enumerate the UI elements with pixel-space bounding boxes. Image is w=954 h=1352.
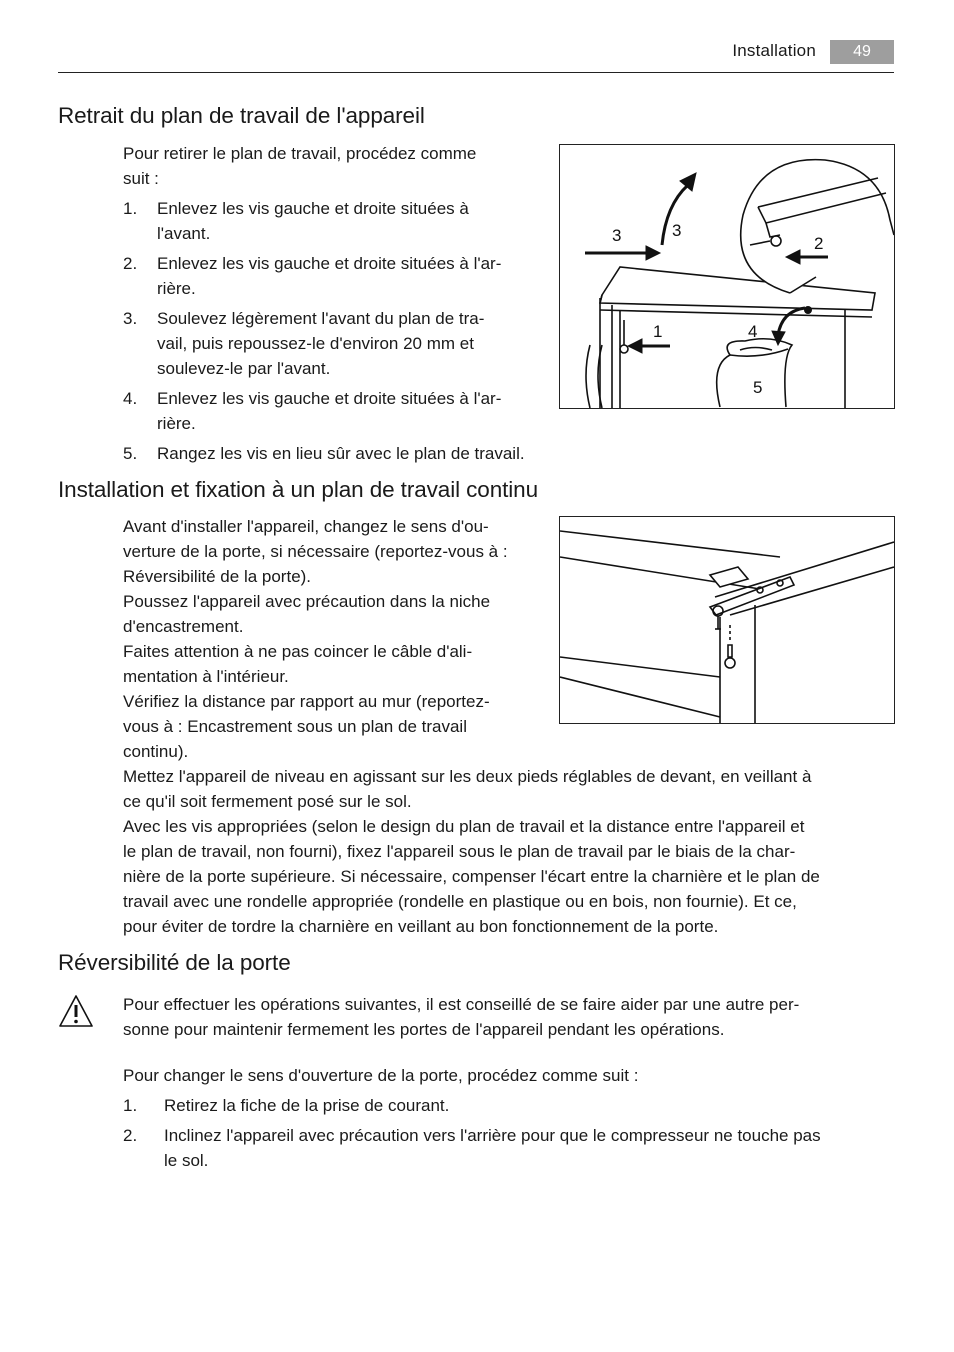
- text-line: continu).: [123, 742, 189, 761]
- step-line: rière.: [157, 279, 196, 298]
- hinge-fixing-illustration: [560, 517, 894, 723]
- list-item: [123, 441, 563, 466]
- header-section: Installation: [732, 41, 816, 60]
- step-number: 1.: [123, 199, 138, 218]
- figure-label: 5: [753, 378, 763, 397]
- door-reversal-steps: [123, 1093, 898, 1178]
- step-number: 3.: [123, 309, 138, 328]
- text-line: mentation à l'intérieur.: [123, 667, 289, 686]
- step-line: Soulevez légèrement l'avant du plan de tra-: [157, 309, 485, 328]
- step-line: Rangez les vis en lieu sûr avec le plan de travail.: [157, 444, 525, 463]
- list-item: [123, 386, 563, 436]
- text-line: sonne pour maintenir fermement les portes de l'appareil pendant les opérations.: [123, 1020, 725, 1039]
- page-number: 49: [830, 40, 894, 64]
- text-line: Mettez l'appareil de niveau en agissant sur les deux pieds réglables de devant, en veillant à: [123, 767, 812, 786]
- intro-line: Pour retirer le plan de travail, procédez comme: [123, 144, 477, 163]
- text-line: pour éviter de tordre la charnière en veillant au bon fonctionnement de la porte.: [123, 917, 719, 936]
- step-line: l'avant.: [157, 224, 211, 243]
- list-item: [123, 1093, 898, 1118]
- text-line: travail avec une rondelle appropriée (rondelle en plastique ou en bois, non fournie). Et ce,: [123, 892, 797, 911]
- text-line: vous à : Encastrement sous un plan de travail: [123, 717, 467, 736]
- text-line: nière de la porte supérieure. Si nécessaire, compenser l'écart entre la charnière et le plan de: [123, 867, 820, 886]
- text-line: Avec les vis appropriées (selon le design du plan de travail et la distance entre l'appareil et: [123, 817, 805, 836]
- step-line: Inclinez l'appareil avec précaution vers l'arrière pour que le compresseur ne touche pas: [164, 1126, 821, 1145]
- figure-label: 1: [653, 322, 663, 341]
- step-number: 4.: [123, 389, 138, 408]
- list-item: [123, 251, 563, 301]
- figure-label: 4: [748, 322, 758, 341]
- figure-hinge-fixing: [559, 516, 895, 724]
- page-header: [58, 38, 894, 73]
- installation-wide-text: [123, 764, 898, 939]
- removal-steps: [123, 196, 563, 471]
- installation-narrow-text: [123, 514, 553, 764]
- step-line: vail, puis repoussez-le d'environ 20 mm et: [157, 334, 474, 353]
- text-line: Poussez l'appareil avec précaution dans la niche: [123, 592, 491, 611]
- step-line: soulevez-le par l'avant.: [157, 359, 331, 378]
- text-line: verture de la porte, si nécessaire (reportez-vous à :: [123, 542, 508, 561]
- step-line: Enlevez les vis gauche et droite situées à l'ar-: [157, 389, 502, 408]
- list-item: [123, 1123, 898, 1173]
- step-number: 2.: [123, 254, 138, 273]
- list-item: [123, 306, 563, 381]
- intro-line: suit :: [123, 169, 159, 188]
- text-line: Vérifiez la distance par rapport au mur (reportez-: [123, 692, 490, 711]
- figure-label: 3: [612, 226, 622, 245]
- step-line: rière.: [157, 414, 196, 433]
- text-line: ce qu'il soit fermement posé sur le sol.: [123, 792, 412, 811]
- worktop-removal-illustration: [560, 145, 894, 408]
- figure-worktop-removal: [559, 144, 895, 409]
- text-line: d'encastrement.: [123, 617, 244, 636]
- warning-text: [123, 992, 898, 1042]
- step-line: Enlevez les vis gauche et droite situées à l'ar-: [157, 254, 502, 273]
- figure-label: 2: [814, 234, 824, 253]
- step-line: le sol.: [164, 1151, 209, 1170]
- section-title-door-reversal: Réversibilité de la porte: [58, 950, 291, 975]
- step-number: 1.: [123, 1096, 138, 1115]
- step-line: Enlevez les vis gauche et droite situées à: [157, 199, 469, 218]
- door-reversal-intro: Pour changer le sens d'ouverture de la porte, procédez comme suit :: [123, 1066, 639, 1085]
- step-number: 2.: [123, 1126, 138, 1145]
- list-item: [123, 196, 563, 246]
- text-line: Avant d'installer l'appareil, changez le sens d'ou-: [123, 517, 489, 536]
- text-line: le plan de travail, non fourni), fixez l'appareil sous le plan de travail par le biais de la char-: [123, 842, 796, 861]
- figure-label: 3: [672, 221, 682, 240]
- warning-icon: [58, 994, 94, 1033]
- text-line: Faites attention à ne pas coincer le câble d'ali-: [123, 642, 473, 661]
- section-title-removal: Retrait du plan de travail de l'appareil: [58, 103, 425, 128]
- text-line: Pour effectuer les opérations suivantes, il est conseillé de se faire aider par une autre per-: [123, 995, 800, 1014]
- text-line: Réversibilité de la porte).: [123, 567, 312, 586]
- step-line: Retirez la fiche de la prise de courant.: [164, 1096, 450, 1115]
- step-number: 5.: [123, 444, 138, 463]
- removal-intro: [123, 141, 543, 191]
- section-title-continuous-worktop: Installation et fixation à un plan de travail continu: [58, 477, 539, 502]
